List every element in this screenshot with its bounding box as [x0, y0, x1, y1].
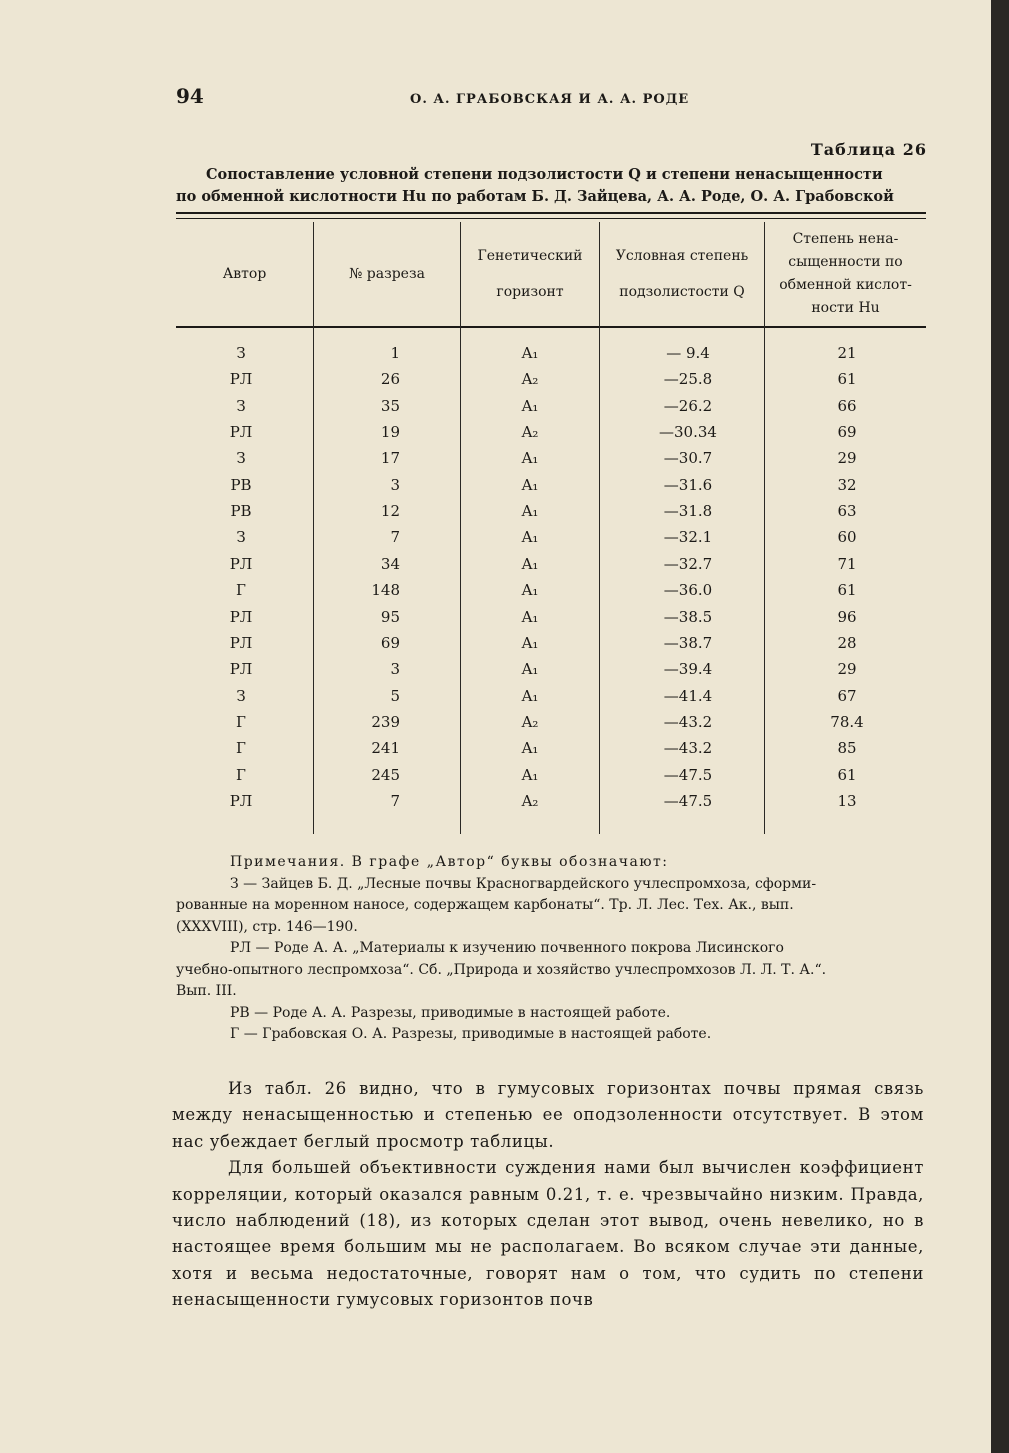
table-row: [176, 634, 926, 660]
cell-horizon: A₂: [521, 370, 539, 389]
cell-section: 239: [371, 712, 400, 731]
cell-author: РЛ: [229, 660, 253, 679]
note-rl-line-2: учебно-опытного леспромхоза“. Сб. „Природа и хозяйство учлеспромхозов Л. Л. Т. А.“.: [176, 961, 827, 978]
cell-h: 13: [837, 791, 857, 810]
caption-line-1: Сопоставление условной степени подзолистости Q и степени ненасыщенности: [206, 166, 883, 183]
cell-q: —26.2: [663, 396, 713, 415]
note-rv: РВ — Роде А. А. Разрезы, приводимые в настоящей работе.: [230, 1004, 671, 1021]
cell-horizon: A₂: [521, 791, 539, 810]
paragraph-1: Из табл. 26 видно, что в гумусовых горизонтах почвы прямая связь между ненасыщенностью и степенью ее оподзоленности отсутствует. В этом нас убеждает беглый просмотр таблицы.: [172, 1079, 924, 1151]
table-row: [176, 528, 926, 554]
cell-author: Г: [236, 765, 246, 784]
cell-author: РЛ: [229, 554, 253, 573]
cell-section: 3: [390, 660, 400, 679]
cell-q: —47.5: [663, 791, 713, 810]
table-row: [176, 687, 926, 713]
cell-section: 19: [380, 423, 400, 442]
cell-q: — 9.4: [666, 344, 710, 362]
cell-horizon: A₁: [521, 607, 539, 626]
table-notes: [176, 852, 926, 1046]
cell-q: —31.8: [663, 502, 713, 521]
table-row: [176, 344, 926, 370]
caption-line-2: по обменной кислотности Hu по работам Б. Д. Зайцева, А. А. Роде, О. А. Грабовской: [176, 188, 894, 205]
cell-author: Г: [236, 712, 246, 731]
note-z-line-2: рованные на моренном наносе, содержащем карбонаты“. Тр. Л. Лес. Тех. Ак., вып.: [176, 897, 794, 913]
body-text: [172, 1076, 924, 1314]
table-row: [176, 581, 926, 607]
cell-section: 3: [390, 475, 400, 494]
cell-q: —43.2: [663, 739, 713, 758]
cell-author: РЛ: [229, 423, 253, 442]
table-row: [176, 660, 926, 686]
cell-horizon: A₁: [521, 660, 539, 679]
header-h: Степень нена- сыщенности по обменной кислот- ности Hu: [779, 231, 912, 316]
cell-h: 63: [837, 502, 857, 521]
table-row: [176, 739, 926, 765]
cell-section: 148: [371, 581, 400, 600]
cell-q: —36.0: [663, 581, 713, 600]
header-section: № разреза: [349, 265, 425, 282]
cell-q: —30.7: [663, 449, 713, 468]
cell-horizon: A₁: [521, 554, 539, 573]
cell-author: З: [236, 344, 246, 362]
cell-q: —43.2: [663, 712, 713, 731]
page-number: 94: [176, 84, 204, 108]
cell-q: —31.6: [663, 475, 713, 494]
table-caption: [176, 164, 926, 208]
header-bottom-rule: [176, 326, 926, 328]
cell-section: 7: [390, 791, 400, 810]
cell-author: Г: [236, 739, 246, 758]
cell-author: З: [236, 686, 246, 705]
cell-author: З: [236, 396, 246, 415]
cell-h: 69: [837, 423, 857, 442]
cell-author: З: [236, 449, 246, 468]
cell-horizon: A₁: [521, 502, 539, 521]
cell-h: 67: [837, 686, 857, 705]
cell-section: 12: [380, 502, 400, 521]
cell-horizon: A₁: [521, 475, 539, 494]
cell-h: 61: [837, 581, 857, 600]
cell-section: 245: [371, 765, 400, 784]
cell-h: 78.4: [830, 712, 864, 731]
cell-section: 241: [371, 739, 400, 758]
cell-horizon: A₂: [521, 423, 539, 442]
cell-author: РВ: [230, 502, 252, 521]
cell-h: 21: [837, 344, 857, 362]
note-g: Г — Грабовская О. А. Разрезы, приводимые в настоящей работе.: [230, 1026, 712, 1042]
cell-horizon: A₁: [521, 396, 539, 415]
cell-horizon: A₂: [521, 712, 539, 731]
cell-section: 17: [380, 449, 400, 468]
cell-h: 60: [837, 528, 857, 547]
cell-author: РВ: [230, 475, 252, 494]
cell-horizon: A₁: [521, 765, 539, 784]
cell-q: —32.7: [663, 554, 713, 573]
cell-h: 61: [837, 370, 857, 389]
cell-author: Г: [236, 581, 246, 600]
table-top-rule-2: [176, 218, 926, 219]
cell-horizon: A₁: [521, 739, 539, 758]
cell-q: —30.34: [659, 423, 717, 442]
cell-horizon: A₁: [521, 449, 539, 468]
note-z-line-3: (XXXVIII), стр. 146—190.: [176, 918, 358, 935]
table-row: [176, 476, 926, 502]
table-row: [176, 397, 926, 423]
cell-horizon: A₁: [521, 686, 539, 705]
cell-author: РЛ: [229, 791, 253, 810]
cell-section: 34: [380, 554, 400, 573]
cell-author: РЛ: [229, 633, 253, 652]
table-label: Таблица 26: [810, 140, 927, 159]
table-row: [176, 423, 926, 449]
cell-h: 29: [837, 449, 857, 468]
table-row: [176, 370, 926, 396]
header-author: Автор: [222, 265, 267, 282]
cell-q: —47.5: [663, 765, 713, 784]
cell-horizon: A₁: [521, 344, 539, 362]
table-row: [176, 792, 926, 818]
notes-heading: Примечания. В графе „Автор“ буквы обозначают:: [230, 854, 669, 870]
cell-q: —39.4: [663, 660, 713, 679]
note-z-line-1: З — Зайцев Б. Д. „Лесные почвы Красногвардейского учлеспромхоза, сформи-: [230, 875, 817, 892]
cell-h: 71: [837, 554, 857, 573]
cell-author: РЛ: [229, 607, 253, 626]
cell-author: З: [236, 528, 246, 547]
scan-edge: [991, 0, 1009, 1453]
cell-h: 29: [837, 660, 857, 679]
cell-q: —41.4: [663, 686, 713, 705]
cell-h: 85: [837, 739, 857, 758]
cell-h: 66: [837, 396, 857, 415]
header-horizon: Генетический горизонт: [477, 247, 583, 300]
table-row: [176, 449, 926, 475]
paragraph-2: Для большей объективности суждения нами был вычислен коэффициент корреляции, который оказался равным 0.21, т. е. чрезвычайно низким. Правда, число наблюдений (18), из которых сделан этот вывод, очень невелико, но в настоящее время большим мы не располагаем. Во всяком случае эти данные, хотя и весьма недостаточные, говорят нам о том, что судить по степени ненасыщенности гумусовых горизонтов почв: [172, 1158, 924, 1310]
cell-q: —38.7: [663, 633, 713, 652]
cell-section: 5: [390, 686, 400, 705]
cell-section: 7: [390, 528, 400, 547]
table-row: [176, 713, 926, 739]
cell-section: 26: [380, 370, 400, 389]
cell-section: 1: [390, 344, 400, 362]
header-q: Условная степень подзолистости Q: [615, 247, 749, 300]
table-top-rule: [176, 212, 926, 214]
cell-horizon: A₁: [521, 581, 539, 600]
note-rl-line-1: РЛ — Роде А. А. „Материалы к изучению почвенного покрова Лисинского: [230, 940, 784, 956]
cell-section: 95: [380, 607, 400, 626]
table-row: [176, 555, 926, 581]
table-row: [176, 502, 926, 528]
cell-q: —32.1: [663, 528, 713, 547]
running-head: О. А. ГРАБОВСКАЯ И А. А. РОДЕ: [410, 92, 690, 107]
table-row: [176, 766, 926, 792]
cell-q: —25.8: [663, 370, 713, 389]
note-rl-line-3: Вып. III.: [176, 983, 237, 999]
cell-author: РЛ: [229, 370, 253, 389]
cell-section: 35: [380, 396, 400, 415]
cell-section: 69: [380, 633, 400, 652]
cell-h: 32: [837, 475, 857, 494]
cell-horizon: A₁: [521, 633, 539, 652]
table-row: [176, 608, 926, 634]
cell-horizon: A₁: [521, 528, 539, 547]
cell-q: —38.5: [663, 607, 713, 626]
cell-h: 96: [837, 607, 857, 626]
cell-h: 61: [837, 765, 857, 784]
cell-h: 28: [837, 633, 857, 652]
